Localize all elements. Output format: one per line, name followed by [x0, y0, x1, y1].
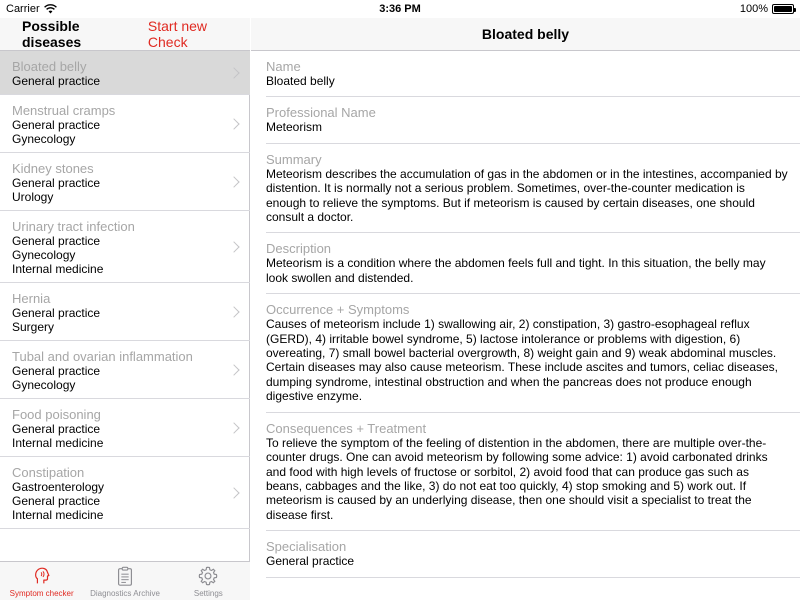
section-label: Name	[266, 59, 301, 74]
disease-name: Kidney stones	[12, 161, 94, 176]
disease-list-item[interactable]	[0, 341, 250, 399]
tab-diagnostics-archive[interactable]	[83, 562, 166, 600]
disease-specialisation: Internal medicine	[12, 436, 104, 450]
disease-specialisation: General practice	[12, 118, 101, 132]
tab-symptom-checker[interactable]	[0, 562, 83, 600]
section-value: Bloated belly	[266, 74, 335, 88]
section-value: General practice	[266, 554, 355, 569]
section-value: To relieve the symptom of the feeling of distention in the abdomen, there are multiple over-the-counter drugs. One can avoid meteorism by following some advice: 1) avoid carbonated drinks and food with high levels of fructose or sorbitol, 2) avoid food that can produce gas such as beans, cabbages and the like, 3) do not eat too quickly, 4) stop smoking and 5) work out. If meteorism is caused by an underlying disease, then one should visit a specialist to treat the disease first.	[266, 435, 768, 522]
disease-specialisation: General practice	[12, 176, 101, 190]
disease-name: Hernia	[12, 291, 51, 306]
section-label: Professional Name	[266, 105, 376, 121]
disease-specialisation: Gynecology	[12, 378, 76, 392]
disease-specialisation: General practice	[12, 74, 101, 88]
status-bar	[0, 0, 800, 18]
tab-label-diagnostics-archive: Diagnostics Archive	[90, 589, 160, 598]
disease-specialisation: General practice	[12, 422, 101, 436]
battery-percent: 100%	[739, 3, 768, 15]
section-label: Occurrence + Symptoms	[266, 302, 410, 318]
carrier-label: Carrier	[6, 3, 40, 15]
disease-list-item[interactable]	[0, 283, 250, 341]
disease-list[interactable]	[0, 51, 250, 561]
tab-bar	[0, 561, 250, 600]
disease-specialisation: General practice	[12, 494, 101, 508]
disease-specialisation: Surgery	[12, 320, 55, 334]
disease-specialisation: Urology	[12, 190, 54, 204]
disease-list-item[interactable]	[0, 457, 250, 529]
disease-specialisation: Internal medicine	[12, 262, 104, 276]
detail-content	[251, 51, 800, 600]
possible-diseases-title: Possible diseases	[22, 18, 82, 50]
start-new-check-button[interactable]: Start new Check	[147, 18, 208, 50]
disease-specialisation: Gynecology	[12, 248, 76, 262]
detail-section	[266, 294, 800, 412]
disease-name: Constipation	[12, 465, 85, 480]
disease-specialisation: General practice	[12, 364, 101, 378]
detail-section	[266, 413, 800, 531]
status-time: 3:36 PM	[379, 3, 421, 15]
disease-list-item[interactable]	[0, 95, 250, 153]
gear-icon	[197, 565, 219, 587]
disease-name: Tubal and ovarian inflammation	[12, 349, 193, 364]
section-value: Causes of meteorism include 1) swallowing air, 2) constipation, 3) gastro-esophageal reflux (GERD), 4) irritable bowel syndrome, 5) lactose intolerance or problems with digestion, 6) overeating, 7) small bowel bacterial overgrowth, 8) weight gain and 9) weak abdominal muscles. Certain diseases may also cause meteorism. These include ascites and tumors, celiac diseases, dumping syndrome, intestinal obstruction and when the pancreas does not produce enough digestive enzyme.	[266, 317, 779, 404]
disease-list-item[interactable]	[0, 211, 250, 283]
clipboard-icon	[114, 565, 136, 587]
tab-label-settings: Settings	[193, 589, 223, 598]
disease-specialisation: General practice	[12, 234, 101, 248]
detail-title: Bloated belly	[481, 26, 570, 42]
disease-specialisation: Gynecology	[12, 132, 76, 146]
tab-label-symptom-checker: Symptom checker	[9, 589, 74, 598]
section-label: Specialisation	[266, 539, 347, 555]
section-label: Summary	[266, 151, 322, 167]
section-label: Consequences + Treatment	[266, 420, 427, 436]
disease-name: Bloated belly	[12, 59, 87, 74]
wifi-icon	[44, 4, 57, 14]
master-pane	[0, 0, 250, 600]
detail-section	[266, 531, 800, 577]
detail-section	[266, 233, 800, 294]
status-right	[740, 3, 794, 15]
disease-name: Urinary tract infection	[12, 219, 135, 234]
detail-nav-bar	[251, 18, 800, 51]
disease-list-item[interactable]	[0, 399, 250, 457]
detail-section	[266, 51, 800, 97]
disease-list-item[interactable]	[0, 51, 250, 95]
section-value: Meteorism describes the accumulation of gas in the abdomen or in the intestines, accompanied by distention. It is normally not a serious problem. Sometimes, over-the-counter medication is enough to relieve the symptoms. But if meteorism is caused by certain diseases, one should consult a doctor.	[266, 166, 788, 225]
disease-name: Food poisoning	[12, 407, 101, 422]
battery-icon	[772, 4, 794, 14]
disease-specialisation: General practice	[12, 306, 101, 320]
section-label: Description	[266, 241, 332, 257]
left-nav-bar	[0, 18, 250, 51]
head-icon	[31, 565, 53, 587]
disease-specialisation: Gastroenterology	[12, 480, 105, 494]
detail-section	[266, 144, 800, 234]
disease-name: Menstrual cramps	[12, 103, 116, 118]
disease-list-item[interactable]	[0, 153, 250, 211]
detail-section	[266, 97, 800, 143]
section-value: Meteorism	[266, 120, 323, 135]
status-left	[6, 3, 57, 15]
tab-settings[interactable]	[167, 562, 250, 600]
disease-specialisation: Internal medicine	[12, 508, 104, 522]
battery-fill	[774, 6, 792, 12]
section-value: Meteorism is a condition where the abdomen feels full and tight. In this situation, the belly may look swollen and distended.	[266, 256, 766, 285]
